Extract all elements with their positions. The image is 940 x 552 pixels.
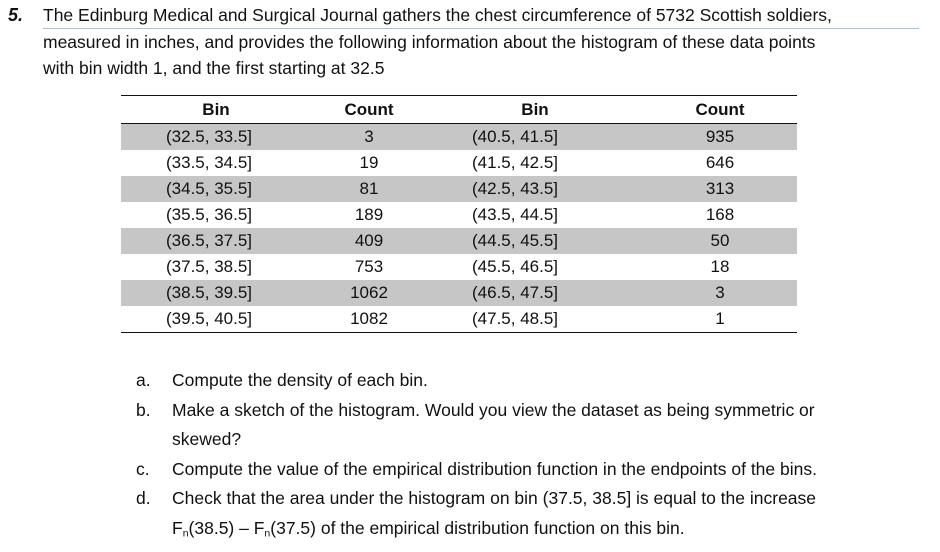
- table-header-row: [121, 96, 797, 124]
- question-letter: a.: [136, 370, 151, 390]
- problem-number: 5.: [8, 5, 24, 25]
- count-cell: 19: [359, 153, 379, 172]
- count-cell: 409: [311, 228, 427, 254]
- fn-subscript: n: [264, 527, 271, 540]
- table-row: [121, 280, 797, 306]
- bin-cell: (36.5, 37.5]: [121, 228, 311, 254]
- count-cell: 1062: [311, 280, 427, 306]
- bin-cell: (34.5, 35.5]: [121, 176, 311, 202]
- count-cell: 189: [354, 205, 384, 224]
- bin-cell: (43.5, 44.5]: [472, 205, 559, 224]
- question-c: [136, 455, 926, 485]
- count-cell: 81: [311, 176, 427, 202]
- table-row: [121, 124, 797, 151]
- question-text-cont: skewed?: [172, 429, 242, 449]
- count-cell: 935: [643, 124, 797, 151]
- intro-text: [43, 2, 932, 81]
- fn-expression: (38.5) – F: [188, 517, 265, 538]
- count-cell: 753: [354, 257, 384, 276]
- table-row: [121, 254, 797, 280]
- count-cell: 313: [643, 176, 797, 202]
- bin-cell: (44.5, 45.5]: [427, 228, 643, 254]
- count-cell: 50: [643, 228, 797, 254]
- bin-cell: (33.5, 34.5]: [166, 153, 253, 172]
- count-cell: 3: [643, 280, 797, 306]
- count-cell: 3: [311, 124, 427, 151]
- problem-intro: [8, 2, 932, 81]
- intro-line-1: The Edinburg Medical and Surgical Journal gathers the chest circumference of 5732 Scottish soldiers,: [43, 2, 919, 29]
- question-text-cont: [172, 514, 926, 544]
- bin-cell: (37.5, 38.5]: [166, 257, 253, 276]
- count-cell: 168: [705, 205, 735, 224]
- count-cell: 646: [705, 153, 735, 172]
- bin-count-table: [121, 95, 797, 333]
- bin-cell: (32.5, 33.5]: [121, 124, 311, 151]
- question-letter: b.: [136, 399, 151, 420]
- question-text: Check that the area under the histogram on bin (37.5, 38.5] is equal to the increase: [172, 488, 817, 508]
- table-row: [121, 150, 797, 176]
- question-text: Compute the density of each bin.: [172, 370, 428, 390]
- question-list: [136, 366, 926, 543]
- table-row: [121, 306, 797, 333]
- bin-cell: (46.5, 47.5]: [427, 280, 643, 306]
- fn-expression-rest: (37.5) of the empirical distribution function on this bin.: [270, 517, 685, 538]
- question-b: [136, 396, 926, 455]
- table-row: [121, 176, 797, 202]
- question-text: Compute the value of the empirical distribution function in the endpoints of the bins.: [172, 458, 817, 479]
- bin-cell: (41.5, 42.5]: [472, 153, 559, 172]
- bin-cell: (45.5, 46.5]: [472, 257, 559, 276]
- fn-subscript: n: [182, 527, 189, 540]
- bin-cell: (47.5, 48.5]: [427, 306, 643, 333]
- histogram-table: [121, 95, 797, 333]
- intro-line-3: with bin width 1, and the first starting at 32.5: [43, 58, 385, 78]
- header-bin-1: Bin: [121, 96, 311, 124]
- question-letter: c.: [136, 458, 150, 479]
- fn-symbol: F: [172, 517, 183, 538]
- header-count-1: Count: [311, 96, 427, 124]
- question-d: [136, 484, 926, 543]
- header-bin-2: Bin: [427, 96, 643, 124]
- bin-cell: (39.5, 40.5]: [121, 306, 311, 333]
- count-cell: 18: [710, 257, 730, 276]
- question-text: Make a sketch of the histogram. Would you view the dataset as being symmetric or: [172, 399, 815, 420]
- header-count-2: Count: [643, 96, 797, 124]
- bin-cell: (38.5, 39.5]: [121, 280, 311, 306]
- table-row: [121, 202, 797, 228]
- question-a: [136, 366, 926, 396]
- question-letter: d.: [136, 488, 151, 508]
- count-cell: 1: [643, 306, 797, 333]
- table-row: [121, 228, 797, 254]
- bin-cell: (35.5, 36.5]: [166, 205, 253, 224]
- bin-cell: (40.5, 41.5]: [427, 124, 643, 151]
- intro-line-2: measured in inches, and provides the following information about the histogram of these data points: [43, 32, 816, 52]
- count-cell: 1082: [311, 306, 427, 333]
- bin-cell: (42.5, 43.5]: [427, 176, 643, 202]
- problem-5: [8, 2, 932, 81]
